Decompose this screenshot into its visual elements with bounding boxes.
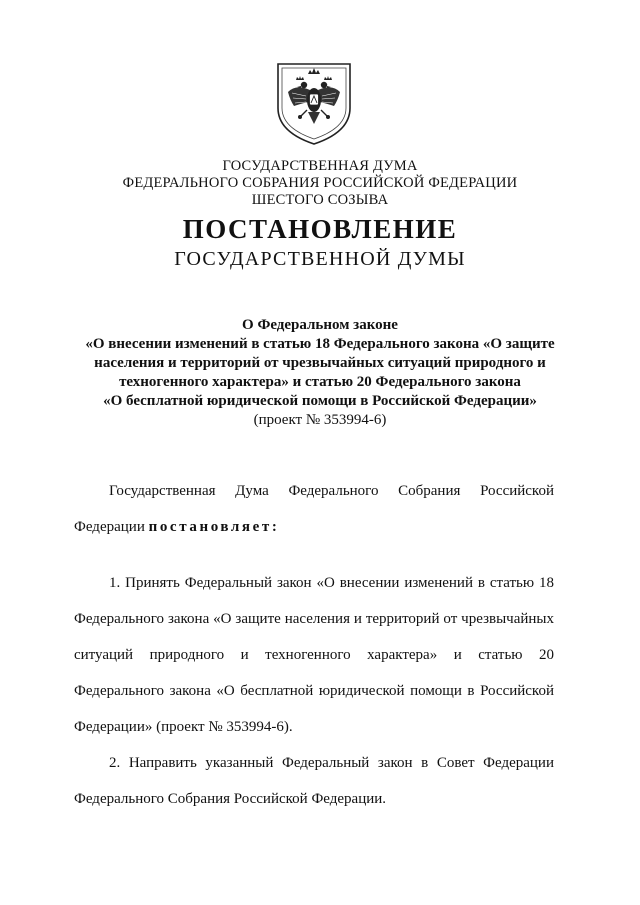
header-line-assembly: ФЕДЕРАЛЬНОГО СОБРАНИЯ РОССИЙСКОЙ ФЕДЕРАЦИИ — [122, 175, 518, 191]
item1-line-1: 1. Принять Федеральный закон «О внесении изменений в статью 18 — [109, 575, 554, 591]
subject-line-5: «О бесплатной юридической помощи в Российской Федерации» — [103, 393, 537, 409]
item1-line-4: Федерального закона «О бесплатной юридической помощи в Российской — [74, 683, 554, 699]
item2-line-2: Федерального Собрания Российской Федерации. — [74, 791, 387, 807]
header-line-convocation: ШЕСТОГО СОЗЫВА — [251, 192, 389, 208]
subject-line-4: техногенного характера» и статью 20 Федерального закона — [119, 374, 521, 390]
subject-line-1: О Федеральном законе — [242, 317, 398, 333]
subject-line-3: населения и территорий от чрезвычайных ситуаций природного и — [94, 355, 546, 371]
document-title: ПОСТАНОВЛЕНИЕ — [182, 214, 458, 244]
preamble-line-2 — [74, 518, 554, 537]
item2-line-1: 2. Направить указанный Федеральный закон в Совет Федерации — [109, 755, 554, 771]
coat-of-arms-emblem — [274, 60, 354, 146]
preamble-line-1: Государственная Дума Федерального Собрания Российской — [109, 483, 554, 499]
header-line-duma: ГОСУДАРСТВЕННАЯ ДУМА — [222, 158, 418, 174]
project-number: (проект № 353994-6) — [253, 412, 387, 428]
document-subtitle: ГОСУДАРСТВЕННОЙ ДУМЫ — [174, 248, 466, 270]
preamble-federation: Федерации — [74, 519, 149, 535]
item1-line-5: Федерации» (проект № 353994-6). — [74, 719, 293, 735]
subject-line-2: «О внесении изменений в статью 18 Федерального закона «О защите — [85, 336, 555, 352]
preamble-decrees: постановляет: — [148, 519, 280, 535]
item1-line-2: Федерального закона «О защите населения и территорий от чрезвычайных — [74, 611, 554, 627]
item1-line-3: ситуаций природного и техногенного характера» и статью 20 — [74, 647, 554, 663]
